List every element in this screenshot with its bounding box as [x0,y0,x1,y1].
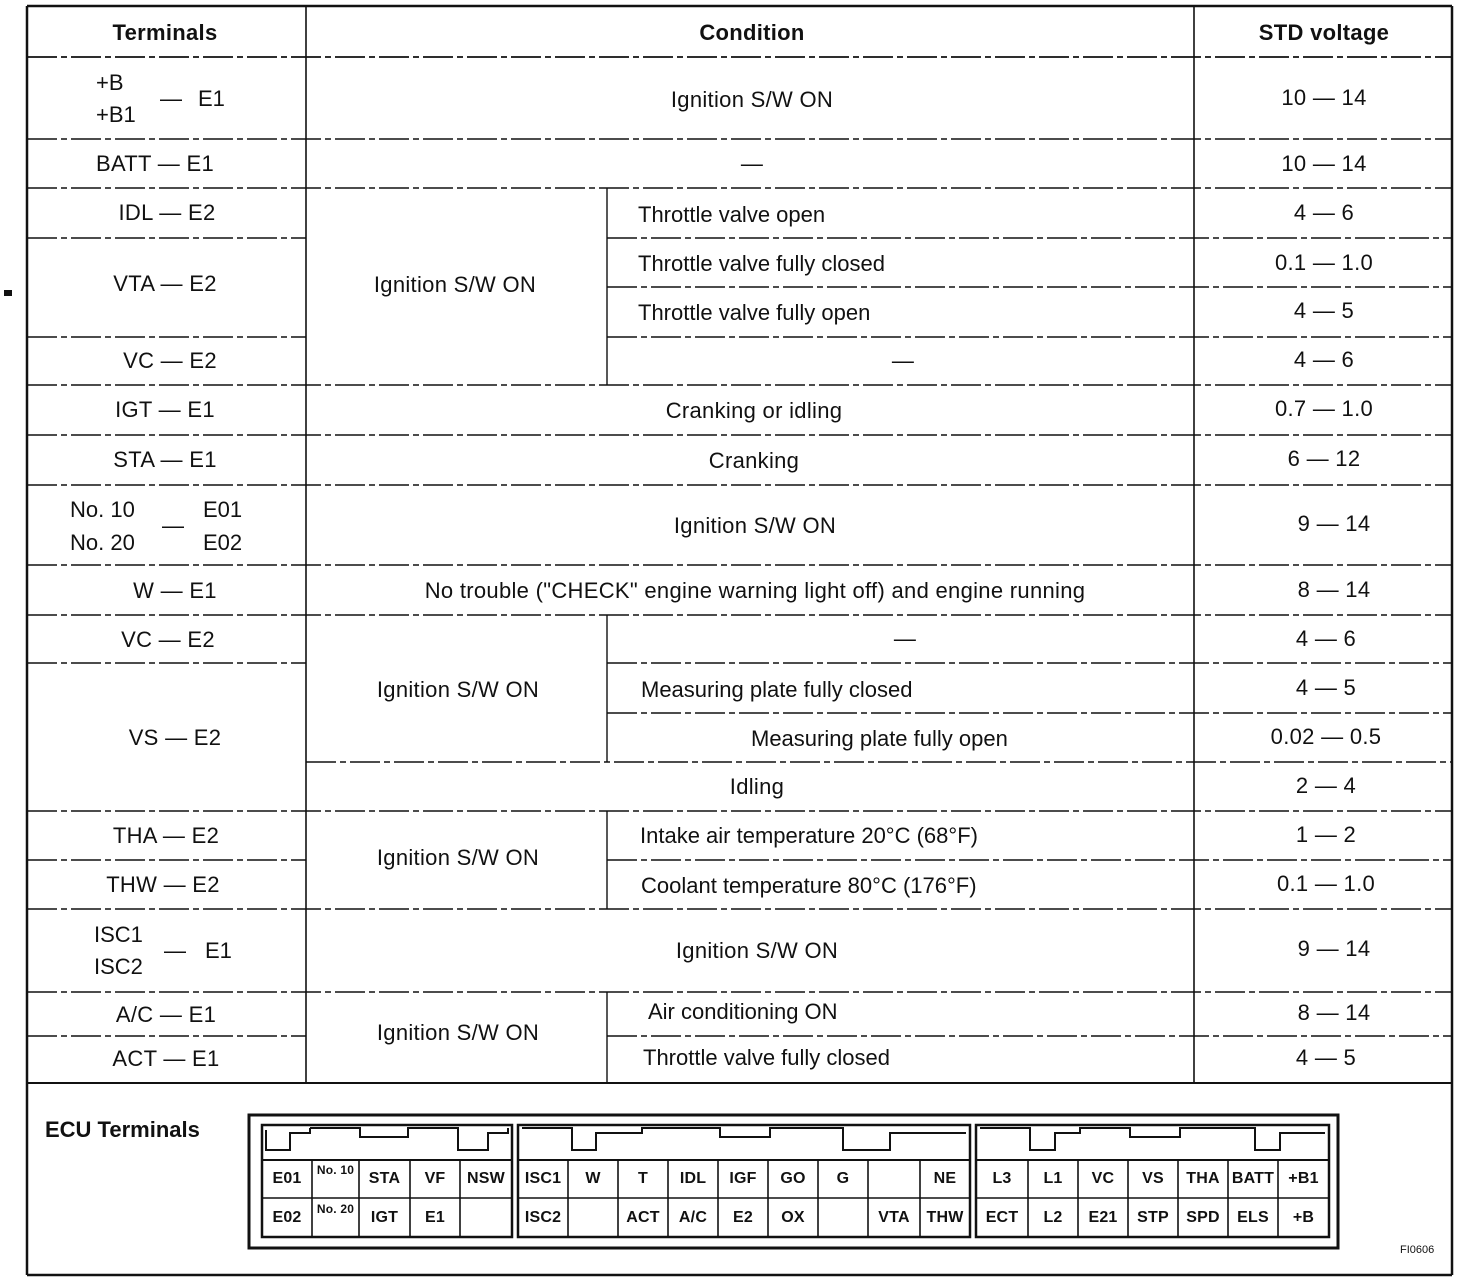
ecu-pin: STA [368,1170,401,1187]
header-std-voltage: STD voltage [1258,20,1390,45]
sub-condition: Intake air temperature 20°C (68°F) [640,823,978,848]
condition-text: — [740,151,764,176]
figure-id: FI0606 [1400,1244,1435,1256]
ecu-pin: +B [1292,1209,1315,1226]
ecu-pin: NE [933,1170,957,1187]
condition-text: Ignition S/W ON [670,87,834,112]
terminal-batt: BATT — E1 [95,151,215,176]
voltage-value: 4 — 6 [1293,347,1355,372]
voltage-value: 0.1 — 1.0 [1276,871,1376,896]
sub-condition: Throttle valve fully closed [643,1045,890,1070]
ecu-pin: E21 [1088,1209,1118,1226]
ecu-pin: ACT [626,1209,660,1226]
ecu-pin: THW [926,1209,964,1226]
ecu-pin: E2 [733,1209,753,1226]
sub-condition: Throttle valve open [638,202,826,227]
terminal-idl: IDL — E2 [118,200,216,225]
ecu-pin: G [836,1170,850,1187]
voltage-value: 1 — 2 [1295,822,1357,847]
ecu-pin: +B1 [1288,1170,1319,1187]
ecu-pin: ELS [1237,1209,1269,1226]
ecu-pin: ECT [985,1209,1019,1226]
sub-condition: Coolant temperature 80°C (176°F) [641,873,977,898]
ecu-pin: L2 [1043,1209,1063,1226]
voltage-value: 4 — 5 [1295,1045,1357,1070]
ecu-pin: L1 [1043,1170,1063,1187]
ecu-pin: SPD [1186,1209,1220,1226]
condition-text: Ignition S/W ON [675,938,839,963]
terminal-isc2: ISC2 [94,954,143,979]
voltage-value: 8 — 14 [1297,1000,1371,1025]
terminal-igt: IGT — E1 [115,397,215,422]
terminal-no10: No. 10 [70,497,135,522]
idling-condition: Idling [729,774,785,799]
voltage-value: 10 — 14 [1281,151,1367,176]
voltage-value: 0.02 — 0.5 [1270,724,1382,749]
terminal-ac: A/C — E1 [115,1002,217,1027]
condition-text: No trouble ("CHECK" engine warning light off) and engine running [424,578,1086,603]
sub-condition: — [893,626,917,651]
terminal-vc: VC — E2 [123,348,217,373]
terminal-vs: VS — E2 [128,725,222,750]
voltage-value: 4 — 5 [1293,298,1355,323]
terminal-sta: STA — E1 [113,447,217,472]
terminal-e01: E01 [203,497,243,522]
ecu-pin: VC [1091,1170,1115,1187]
ecu-pin: ISC2 [524,1209,562,1226]
sub-condition: Measuring plate fully closed [641,677,913,702]
ecu-pin: E1 [425,1209,445,1226]
terminal-dash: — [162,513,184,538]
voltage-value: 0.1 — 1.0 [1274,250,1374,275]
ecu-pin: W [585,1170,601,1187]
ecu-pin: IGF [729,1170,757,1187]
voltage-value: 8 — 14 [1297,577,1371,602]
voltage-value: 10 — 14 [1281,85,1367,110]
voltage-value: 0.7 — 1.0 [1274,396,1374,421]
voltage-value: 4 — 6 [1295,626,1357,651]
ecu-pin: ISC1 [524,1170,562,1187]
voltage-value: 4 — 5 [1295,675,1357,700]
condition-text: Cranking or idling [665,398,843,423]
ecu-pin: OX [781,1209,805,1226]
terminal-w: W — E1 [133,578,217,603]
voltage-value: 4 — 6 [1293,200,1355,225]
ecu-pin: IDL [679,1170,707,1187]
condition-text: Ignition S/W ON [376,677,540,702]
terminal-ground: E1 [198,86,225,111]
header-terminals: Terminals [112,20,218,45]
ecu-pin: STP [1137,1209,1169,1226]
sub-condition: Air conditioning ON [648,999,838,1024]
condition-text: Ignition S/W ON [373,272,537,297]
terminal-isc1: ISC1 [94,922,143,947]
condition-text: Ignition S/W ON [376,845,540,870]
terminal-vta: VTA — E2 [113,271,217,296]
terminal-plus-b: +B [96,70,124,95]
terminal-vc: VC — E2 [121,627,215,652]
ecu-pin: L3 [992,1170,1012,1187]
voltage-value: 6 — 12 [1287,446,1361,471]
sub-condition: — [891,348,915,373]
ecu-pin: A/C [678,1209,708,1226]
condition-text: Ignition S/W ON [673,513,837,538]
condition-text: Ignition S/W ON [376,1020,540,1045]
ecu-pin: BATT [1231,1170,1275,1187]
ecu-pin: VS [1142,1170,1164,1187]
terminal-e02: E02 [203,530,243,555]
voltage-value: 9 — 14 [1297,511,1371,536]
header-condition: Condition [699,20,805,45]
ecu-terminals-label: ECU Terminals [45,1117,200,1142]
ecu-pin: E01 [272,1170,302,1187]
terminal-act: ACT — E1 [112,1046,220,1071]
terminal-thw: THW — E2 [106,872,220,897]
sub-condition: Throttle valve fully closed [638,251,885,276]
ecu-pin: E02 [272,1209,302,1226]
sub-condition: Throttle valve fully open [638,300,871,325]
terminal-plus-b1: +B1 [96,102,136,127]
ecu-pin: T [638,1170,648,1187]
ecu-pin: No. 10 [316,1163,355,1177]
terminal-dash: — [160,86,182,111]
ecu-pin: VF [424,1170,446,1187]
voltage-value: 2 — 4 [1295,773,1357,798]
terminal-ground: E1 [205,938,232,963]
sub-condition: Measuring plate fully open [751,726,1008,751]
ecu-pin: IGT [370,1209,399,1226]
ecu-pin: GO [780,1170,806,1187]
voltage-value: 9 — 14 [1297,936,1371,961]
terminal-no20: No. 20 [70,530,135,555]
ecu-pin: VTA [878,1209,910,1226]
terminal-dash: — [164,938,186,963]
ecu-pin: NSW [467,1170,505,1187]
ecu-pin: THA [1186,1170,1220,1187]
condition-text: Cranking [708,448,800,473]
terminal-tha: THA — E2 [112,823,220,848]
ecu-pin: No. 20 [316,1202,355,1216]
